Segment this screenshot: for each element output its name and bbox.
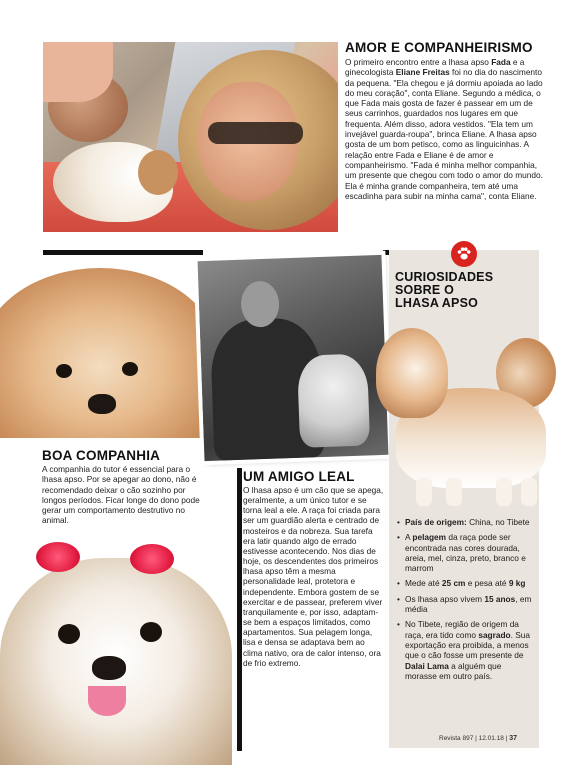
- photo-woman-with-puppy: [43, 42, 338, 232]
- list-item: • No Tibete, região de origem da raça, era tido como sagrado. Sua exportação era proibida, a menos que o cão fosse um presente de Dalai Lama a alguém que morasse em outro país.: [397, 619, 535, 681]
- amor-body: O primeiro encontro entre a lhasa apso Fada e a ginecologista Eliane Freitas foi no dia do nascimento da pequena. "Ela chegou e já dormiu apoiada ao lado do meu coração", conta Eliane. Segundo a médica, o que Fada mais gosta de fazer é passear em um de seus carrinhos, guardados nos lugares em que frequenta. Além disso, adora vestidos. "Ela tem um invejável guarda-roupa", brinca Eliane. A lhasa apso gosta de um bom petisco, como as linguicinhas. A relação entre Fada e Eliane é de amor e companheirismo. "Fada é minha melhor companhia, um presente que chegou com todo o amor do mundo. Ela é minha grande companheira, tem até uma escadinha para subir na minha cama", conta Eliane.: [345, 57, 543, 201]
- paw-icon: [451, 241, 477, 267]
- page-number: 37: [509, 735, 518, 742]
- list-item: • País de origem: China, no Tibete: [397, 517, 535, 527]
- amigo-body: O lhasa apso é um cão que se apega, geralmente, a um único tutor e se torna leal a ele. A raça foi criada para ser um guardião alerta e centrado de mosteiros e da nobreza. Sua tarefa era latir quando algo de errado estivesse acontecendo. Nos dias de hoje, os descendentes dos primeiros lhasa apso têm a mesma personalidade leal, protetora e independente. Embora gostem de se exercitar e de passear, preferem viver tranquilamente e, por isso, adaptam-se bem a espaços limitados, como apartamentos. Sua pelagem longa, lisa e densa se adaptava bem ao clima nativo, ora de calor intenso, ora de frio extremo.: [243, 485, 384, 668]
- amigo-title: UM AMIGO LEAL: [243, 469, 355, 484]
- photo-dog-head: [376, 328, 448, 418]
- photo-dog-leg: [446, 478, 462, 506]
- curiosidades-title: [395, 271, 535, 310]
- page-footer: [439, 735, 517, 742]
- photo-dog-leg: [496, 478, 512, 506]
- photo-monk-dog: [297, 353, 370, 447]
- amigo-side-bar: [237, 468, 242, 751]
- photo-dog-bow-right: [130, 544, 174, 574]
- photo-dog-leg: [521, 478, 537, 506]
- curiosidades-list: [397, 517, 535, 686]
- photo-sunglasses: [208, 122, 303, 144]
- photo-dog-tongue: [88, 686, 126, 716]
- boa-body: A companhia do tutor é essencial para o lhasa apso. Por se apegar ao dono, não é recomendado deixar o cão sozinho por longos períodos. Ficar longe do dono pode gerar um comportamento destrutivo no animal.: [42, 464, 200, 526]
- photo-puppy-ear: [138, 150, 178, 195]
- curiosidades-title-line: LHASA APSO: [395, 296, 479, 310]
- amor-title: AMOR E COMPANHEIRISMO: [345, 40, 533, 55]
- photo-monk-with-dog: [198, 255, 389, 461]
- photo-dog-eye-right: [122, 362, 138, 376]
- photo-dog-nose: [88, 394, 116, 414]
- curiosidades-title-line: CURIOSIDADES: [395, 270, 494, 284]
- photo-hand: [43, 42, 113, 102]
- footer-issue: Revista 897 | 12.01.18 |: [439, 735, 510, 742]
- list-item: • A pelagem da raça pode ser encontrada nas cores dourada, areia, mel, cinza, preto, branco e marrom: [397, 532, 535, 573]
- boa-title: BOA COMPANHIA: [42, 448, 161, 463]
- list-item: • Mede até 25 cm e pesa até 9 kg: [397, 578, 535, 588]
- photo-dog-bow-left: [36, 542, 80, 572]
- photo-lhasa-with-bows: [0, 538, 232, 765]
- photo-dog-leg: [416, 478, 432, 506]
- photo-lhasa-face: [0, 268, 205, 438]
- photo-dog-eye-left: [58, 624, 80, 644]
- section-divider: [43, 250, 203, 255]
- photo-dog-eye-left: [56, 364, 72, 378]
- photo-dog-eye-right: [140, 622, 162, 642]
- paw-icon-svg: [456, 246, 472, 262]
- photo-dog-nose: [92, 656, 126, 680]
- list-item: • Os lhasa apso vivem 15 anos, em média: [397, 594, 535, 615]
- curiosidades-title-line: SOBRE O: [395, 283, 455, 297]
- photo-lhasa-standing: [376, 318, 562, 508]
